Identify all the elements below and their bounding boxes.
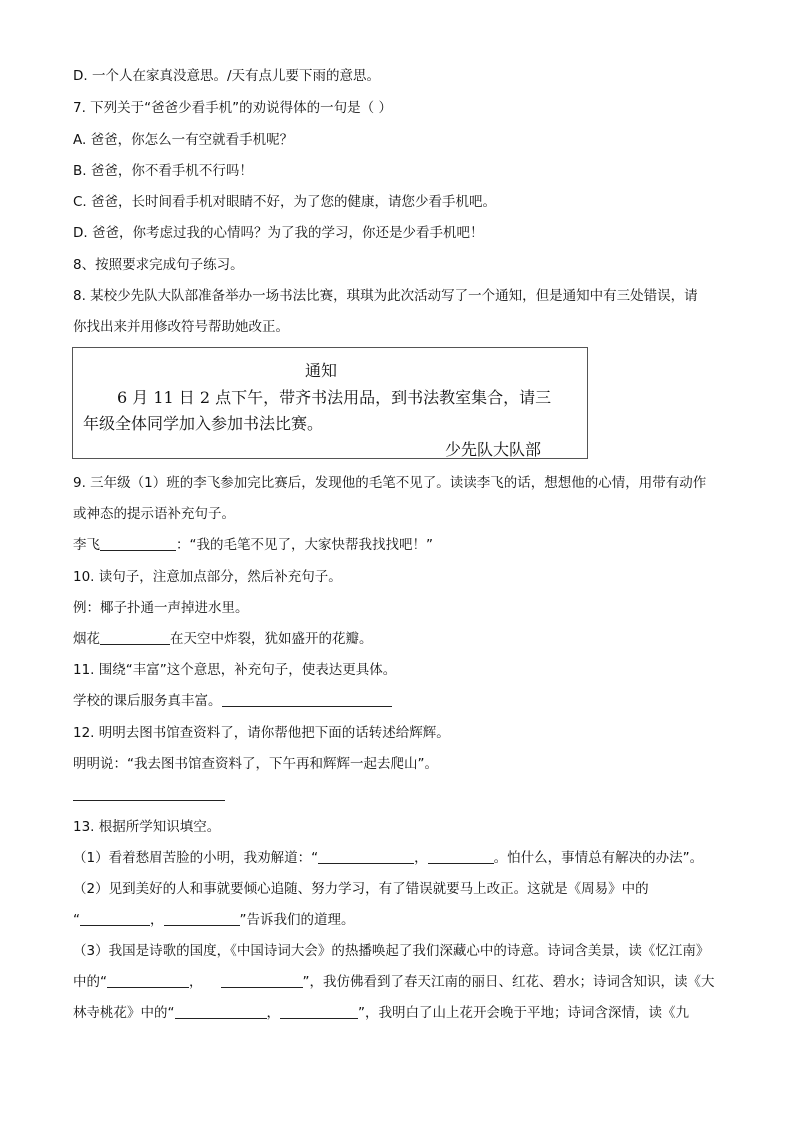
q9-stem-line2: 或神态的提示语补充句子。 bbox=[73, 506, 235, 522]
q13-part1-text: （1）看着愁眉苦脸的小明，我劝解道：“ bbox=[73, 850, 319, 866]
q11-stem: 11. 围绕“丰富”这个意思，补充句子，使表达更具体。 bbox=[73, 662, 397, 678]
q13-part3-text-4: ”，我明白了山上花开会晚于平地；诗词含深情，读《九 bbox=[358, 1005, 689, 1021]
q10-stem: 10. 读句子，注意加点部分，然后补充句子。 bbox=[73, 569, 342, 585]
q9-answer-line bbox=[73, 535, 433, 555]
q13-part3-line1: （3）我国是诗歌的国度，《中国诗词大会》的热播唤起了我们深藏心中的诗意。诗词含美景，读《忆江南》 bbox=[73, 943, 710, 959]
q9-blank[interactable] bbox=[100, 536, 176, 551]
q6-option-d: D. 一个人在家真没意思。/天有点儿要下雨的意思。 bbox=[73, 68, 381, 84]
q13-part2-blank-2[interactable] bbox=[164, 911, 240, 926]
notice-signature: 少先队大队部 bbox=[445, 440, 542, 459]
notice-line1: 6 月 11 日 2 点下午，带齐书法用品，到书法教室集合，请三 bbox=[117, 388, 552, 407]
q13-part3-line2 bbox=[73, 972, 715, 992]
section-8-heading: 8、按照要求完成句子练习。 bbox=[73, 257, 244, 273]
q12-answer-blank[interactable] bbox=[73, 800, 225, 801]
q7-stem: 7. 下列关于“爸爸少看手机”的劝说得体的一句是（ ） bbox=[73, 100, 392, 116]
q13-part2-open-quote: “ bbox=[73, 912, 80, 928]
q13-part2-blank-1[interactable] bbox=[80, 911, 150, 926]
q7-option-c: C. 爸爸，长时间看手机对眼睛不好，为了您的健康，请您少看手机吧。 bbox=[73, 194, 497, 210]
q12-quote: 明明说：“我去图书馆查资料了，下午再和辉辉一起去爬山”。 bbox=[73, 756, 438, 772]
q10-rest: 在天空中炸裂，犹如盛开的花瓣。 bbox=[170, 631, 373, 647]
q13-stem: 13. 根据所学知识填空。 bbox=[73, 819, 221, 835]
q13-part1 bbox=[73, 848, 703, 868]
q13-part2-comma: ， bbox=[150, 912, 164, 928]
q10-blank[interactable] bbox=[100, 630, 170, 645]
q9-quote: ：“我的毛笔不见了，大家快帮我找找吧！” bbox=[176, 537, 433, 553]
q7-option-d: D. 爸爸，你考虑过我的心情吗？为了我的学习，你还是少看手机吧！ bbox=[73, 225, 484, 241]
q11-sentence: 学校的课后服务真丰富。 bbox=[73, 693, 222, 709]
q13-part3-blank-2[interactable] bbox=[221, 973, 303, 988]
q10-subject: 烟花 bbox=[73, 631, 100, 647]
q13-part3-blank-1[interactable] bbox=[107, 973, 189, 988]
q13-part3-comma-1: ， bbox=[189, 974, 203, 990]
q13-part1-blank-1[interactable] bbox=[318, 849, 414, 864]
q13-part2-end: ”告诉我们的道理。 bbox=[239, 912, 355, 928]
q13-part3-comma-2: ， bbox=[266, 1005, 280, 1021]
q13-part1-end: 。怕什么，事情总有解决的办法”。 bbox=[493, 850, 704, 866]
q12-stem: 12. 明明去图书馆查资料了，请你帮他把下面的话转述给辉辉。 bbox=[73, 725, 450, 741]
q13-part3-text-1: 中的“ bbox=[73, 974, 107, 990]
q9-stem-line1: 9. 三年级（1）班的李飞参加完比赛后，发现他的毛笔不见了。读读李飞的话，想想他的心情，用带有动作 bbox=[73, 475, 707, 491]
notice-line2: 年级全体同学加入参加书法比赛。 bbox=[83, 414, 324, 433]
q7-option-a: A. 爸爸，你怎么一有空就看手机呢？ bbox=[73, 132, 294, 148]
q8-stem-line2: 你找出来并用修改符号帮助她改正。 bbox=[73, 319, 289, 335]
q10-answer-line bbox=[73, 629, 373, 649]
q13-part2-line2 bbox=[73, 910, 355, 930]
q13-part2-line1: （2）见到美好的人和事就要倾心追随、努力学习，有了错误就要马上改正。这就是《周易》中的 bbox=[73, 881, 649, 897]
q13-part3-text-2: ”，我仿佛看到了春天江南的丽日、红花、碧水；诗词含知识，读《大 bbox=[302, 974, 715, 990]
q13-part1-comma: ， bbox=[414, 850, 428, 866]
q13-part3-blank-3[interactable] bbox=[175, 1004, 267, 1019]
notice-box bbox=[72, 347, 588, 459]
q11-answer-line bbox=[73, 691, 392, 711]
q10-example: 例：椰子扑通一声掉进水里。 bbox=[73, 600, 249, 616]
q13-part1-blank-2[interactable] bbox=[428, 849, 494, 864]
q13-part3-line3 bbox=[73, 1003, 689, 1023]
q11-blank[interactable] bbox=[222, 692, 392, 707]
notice-title: 通知 bbox=[305, 361, 338, 380]
q7-option-b: B. 爸爸，你不看手机不行吗！ bbox=[73, 163, 253, 179]
q8-stem-line1: 8. 某校少先队大队部准备举办一场书法比赛，琪琪为此次活动写了一个通知，但是通知中有三处错误，请 bbox=[73, 288, 698, 304]
q13-part3-text-3: 林寺桃花》中的“ bbox=[73, 1005, 175, 1021]
q13-part3-blank-4[interactable] bbox=[280, 1004, 358, 1019]
q9-speaker: 李飞 bbox=[73, 537, 100, 553]
